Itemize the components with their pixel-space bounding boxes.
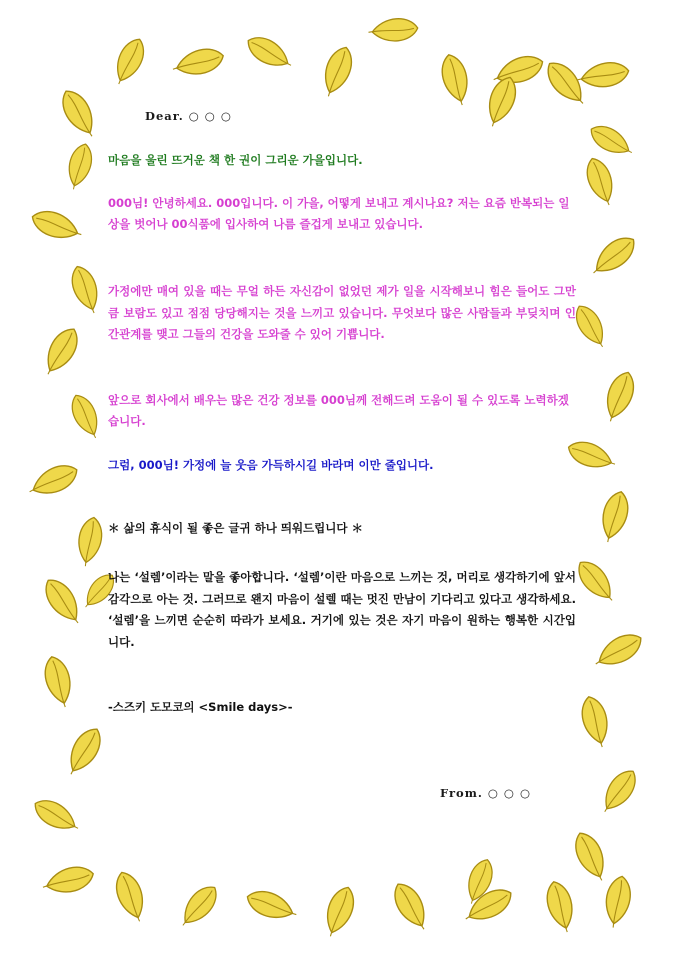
leaf-icon <box>569 828 612 885</box>
leaf-icon <box>63 141 95 192</box>
leaf-icon <box>565 437 619 475</box>
leaf-icon <box>541 56 592 111</box>
paragraph-closing: 그럼, 000님! 가정에 늘 웃음 가득하시길 바라며 이만 줄입니다. <box>108 458 434 472</box>
leaf-icon <box>317 43 357 100</box>
leaf-icon <box>438 52 474 108</box>
paragraph-promise: 앞으로 회사에서 배우는 많은 건강 정보를 000님께 전해드려 도움이 될 수 있도록 노력하겠습니다. <box>108 393 569 428</box>
paragraph-work: 가정에만 매여 있을 때는 무얼 하든 자신감이 없었던 제가 일을 시작해보니 힘은 들어도 그만큼 보람도 있고 점점 당당해지는 것을 느끼고 있습니다. 무엇보다 많은 사람들과 부딪치며 인간관계를 맺고 그들의 건강을 도와줄 수 있어 기쁩니다. <box>108 284 576 341</box>
leaf-icon <box>590 628 647 674</box>
leaf-icon <box>39 574 88 630</box>
leaf-icon <box>111 868 151 925</box>
leaf-icon <box>572 555 621 607</box>
quote-source: -스즈키 도모코의 <Smile days>- <box>108 700 293 714</box>
recommend-heading: ＊ 삶의 휴식이 될 좋은 글귀 하나 띄워드립니다 ＊ <box>108 521 363 535</box>
leaf-icon <box>388 878 434 935</box>
leaf-icon <box>596 765 642 818</box>
leaf-icon <box>66 391 105 442</box>
recommend-body: 나는 ‘설렘’이라는 말을 좋아합니다. ‘설렘’이란 마음으로 느끼는 것, 머리로 생각하기에 앞서 감각으로 아는 것. 그러므로 왠지 마음이 설렐 때는 멋진 만남이 기다리고 있다고 생각하세요. ‘설렘’을 느끼면 순순히 따라가 보세요. 거기에 있는 것은 자기 마음이 원하는 행복한 시간입니다. <box>108 570 576 649</box>
leaf-icon <box>28 206 85 246</box>
leaf-icon <box>243 31 297 75</box>
paragraph-intro: 000님! 안녕하세요. 000입니다. 이 가을, 어떻게 보내고 계시나요? 저는 요즘 반복되는 일상을 벗어나 00식품에 입사하여 나름 즐겁게 보내고 있습니다. <box>108 196 570 231</box>
greeting-line: Dear. ○ ○ ○ <box>145 109 232 123</box>
leaf-icon <box>109 35 150 89</box>
headline: 마음을 울린 뜨거운 책 한 권이 그리운 가을입니다. <box>108 153 363 167</box>
leaf-icon <box>543 879 579 935</box>
leaf-icon <box>319 883 359 940</box>
leaf-icon <box>586 120 637 162</box>
leaf-icon <box>174 880 223 932</box>
leaf-icon <box>586 231 641 282</box>
leaf-icon <box>170 45 226 81</box>
leaf-icon <box>56 85 102 142</box>
leaf-icon <box>578 694 614 750</box>
leaf-icon <box>570 301 612 352</box>
leaf-icon <box>368 17 419 43</box>
leaf-icon <box>61 723 107 780</box>
leaf-icon <box>38 323 84 380</box>
leaf-icon <box>243 886 300 926</box>
leaf-icon <box>67 263 105 317</box>
leaf-icon <box>599 368 639 425</box>
leaf-icon <box>602 874 634 929</box>
leaf-icon <box>41 654 77 710</box>
leaf-icon <box>582 155 620 209</box>
leaf-icon <box>597 489 633 545</box>
leaf-icon <box>75 516 105 568</box>
signature-from: From. ○ ○ ○ <box>440 786 531 800</box>
leaf-icon <box>25 459 82 502</box>
leaf-icon <box>575 59 630 91</box>
leaf-icon <box>40 863 96 899</box>
leaf-icon <box>30 794 84 838</box>
